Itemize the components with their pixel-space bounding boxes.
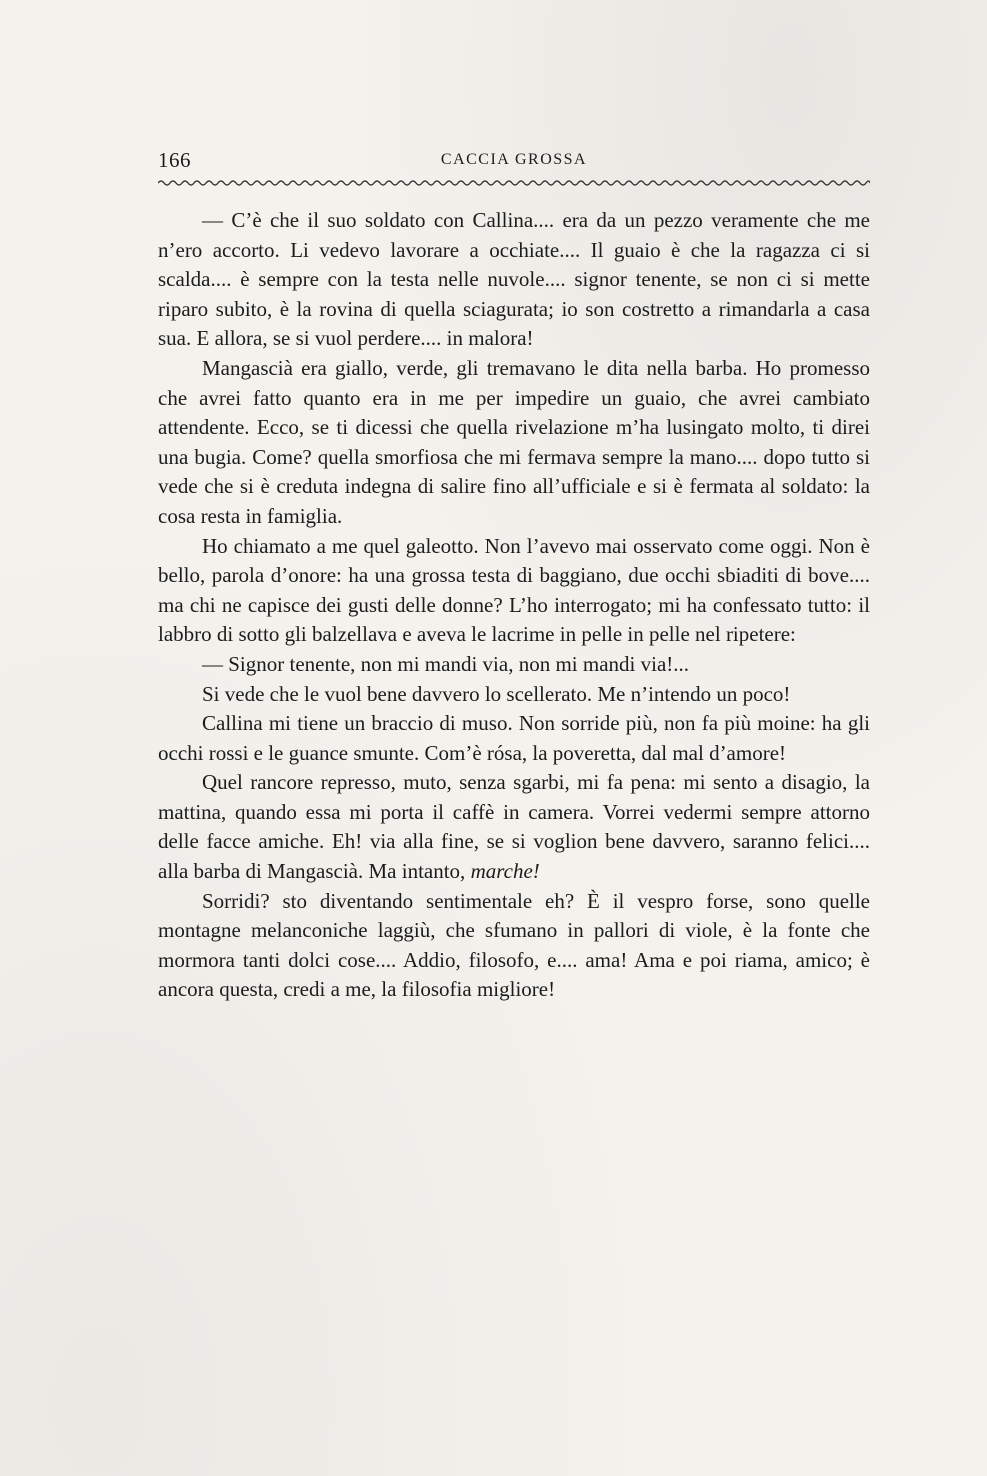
body-text bbox=[158, 206, 870, 1005]
paragraph-text: Quel rancore represso, muto, senza sgarbi, mi fa pena: mi sento a disagio, la mattina, quando essa mi porta il caffè in camera. Vorrei vedermi sempre attorno delle facce amiche. Eh! via alla fine, se si voglion bene davvero, saranno felici.... alla barba di Mangascià. Ma intanto, bbox=[158, 770, 870, 884]
paragraph: — C’è che il suo soldato con Callina.... era da un pezzo veramente che me n’ero accorto. Li vedevo lavorare a occhiate.... Il guaio è che la ragazza ci si scalda.... è sempre con la testa nelle nuvole.... signor tenente, se non ci si mette riparo subito, è la rovina di quella sciagurata; io son costretto a rimandarla a casa sua. E allora, se si vuol perdere.... in malora! bbox=[158, 208, 870, 351]
page-header bbox=[158, 148, 870, 178]
paragraph: Callina mi tiene un braccio di muso. Non sorride più, non fa più moine: ha gli occhi rossi e le guance smunte. Com’è rósa, la poveretta, dal mal d’amore! bbox=[158, 711, 870, 765]
page-number: 166 bbox=[158, 148, 191, 172]
paragraph: Si vede che le vuol bene davvero lo scellerato. Me n’intendo un poco! bbox=[202, 681, 791, 706]
running-title: CACCIA GROSSA bbox=[440, 151, 588, 168]
wavy-rule bbox=[158, 179, 870, 187]
paragraph: Ho chiamato a me quel galeotto. Non l’avevo mai osservato come oggi. Non è bello, parola d’onore: ha una grossa testa di baggiano, due occhi sbiaditi di bove.... ma chi ne capisce dei gusti delle donne? L’ho interrogato; mi ha confessato tutto: il labbro di sotto gli balzellava e aveva le lacrime in pelle in pelle nel ripetere: bbox=[158, 533, 870, 647]
paragraph: Sorridi? sto diventando sentimentale eh? È il vespro forse, sono quelle montagne melanconiche laggiù, che sfumano in pallori di viole, è la fonte che mormora tanti dolci cose.... Addio, filosofo, e.... ama! Ama e poi riama, amico; è ancora questa, credi a me, la filosofia migliore! bbox=[158, 888, 870, 1002]
paragraph: — Signor tenente, non mi mandi via, non mi mandi via!... bbox=[202, 651, 690, 676]
italic-word: marche! bbox=[470, 859, 540, 884]
paragraph bbox=[158, 768, 870, 886]
paragraph: Mangascià era giallo, verde, gli tremavano le dita nella barba. Ho promesso che avrei fatto quanto era in me per impedire un guaio, che avrei cambiato attendente. Ecco, se ti dicessi che quella rivelazione m’ha lusingato molto, ti direi una bugia. Come? quella smorfiosa che mi fermava sempre la mano.... dopo tutto si vede che si è creduta indegna di salire fino all’ufficiale e si è fermata al soldato: la cosa resta in famiglia. bbox=[158, 355, 870, 528]
